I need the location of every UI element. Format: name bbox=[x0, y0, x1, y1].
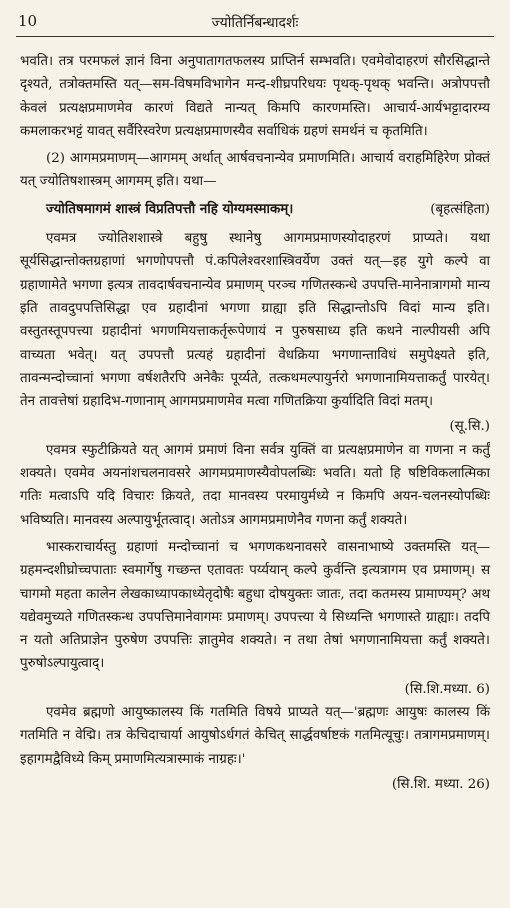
paragraph-bhaskara: भास्कराचार्यस्तु ग्रहाणां मन्दोच्चानां च भगणकथनावसरे वासनाभाष्ये उक्तमस्ति यत्—ग्रहमन्दशीघ्रोच्चपाताः स्वमार्गेषु गच्छन्त एतावतः पर्य्ययान् कल्पे कुर्वन्ति इत्यत्रागम एव प्रमाणम्। स चागमो महता कालेन लेखकाध्यापकाध्येतृदोषैः बहुधा दोषयुक्तः जातः, तदा कतमस्य प्रामाण्यम्? अथ यद्येवमुच्यते गणितस्कन्ध उपपत्तिमानेवागमः प्रमाणम्। उपपत्त्या ये सिध्यन्ति भगणास्ते ग्राह्याः। तदपि न यतो अतिप्राज्ञेन पुरुषेण उपपत्तिः ज्ञातुमेव शक्यते। न तथा तेषां भगणानामियत्ता कर्तुं शक्यते। पुरुषोऽल्पायुत्वाद्। bbox=[20, 539, 490, 672]
running-title: ज्योतिर्निबन्धादर्शः bbox=[211, 15, 299, 31]
verse-source: (बृहत्संहिता) bbox=[430, 201, 490, 217]
verse-text: ज्योतिषमागमं शास्त्रं विप्रतिपत्तौ नहि योग्यमस्माकम्। bbox=[46, 200, 294, 217]
source-siddhanta-shiromani-6: (सि.शि.मध्या. 6) bbox=[404, 681, 490, 697]
paragraph-brahma: एवमेव ब्रह्मणो आयुष्कालस्य किं गतमिति विषये प्राप्यते यत्—'ब्रह्मणः आयुषः कालस्य किं गतमिति न वेद्मि। तत्र केचिदाचार्या आयुषोऽर्धगतं केचित् सार्द्धवर्षाष्टकं गतमित्यूचुः। तत्रागमप्रमाणम्। इहागमद्वैविध्ये किम् प्रमाणमित्यत्रास्माकं नाग्रहः।' bbox=[20, 705, 490, 767]
verse-quote bbox=[20, 198, 490, 221]
source-siddhanta-shiromani-26: (सि.शि. मध्या. 26) bbox=[391, 776, 490, 792]
page-header bbox=[0, 0, 510, 40]
page-number: 10 bbox=[18, 12, 38, 30]
header-rule bbox=[16, 36, 494, 37]
paragraph-1: भवति। तत्र परमफलं ज्ञानं विना अनुपातागतफलस्य प्राप्तिर्न सम्भवति। एवमेवोदाहरणं सौरसिद्धान्ते दृश्यते, तत्रोक्तमस्ति यत्—सम-विषमविभागेन मन्द-शीघ्रपरिधयः पृथक्-पृथक् भवन्ति। अत्रोपपत्तौ केवलं प्रत्यक्षप्रमाणमेव कारणं विद्यते नान्यत् किमपि कारणमस्ति। आचार्य-आर्यभट्टादारम्य कमलाकरभट्टं यावत् सर्वैरिस्वरेण प्रत्यक्षप्रमाणस्यैव सर्वाधिकं ग्रहणं समर्थनं च कृतमिति। bbox=[20, 54, 490, 139]
paragraph-surya: एवमत्र ज्योतिशशास्त्रे बहुषु स्थानेषु आगमप्रमाणस्योदाहरणं प्राप्यते। यथा सूर्यसिद्धान्तोक्तग्रहाणां भगणोपपत्तौ पं.कपिलेश्वरशास्त्रिवर्येण उक्तं यत्—इह युगे कल्पे वा ग्रहाणामेते भगणा इत्यत्र तावदार्षवचनान्येव प्रमाणम् परञ्च गणितस्कन्धे उपपत्ति-मानेनात्रागमो मान्य इति तावदुपपत्तिसिद्धा एव ग्रहादीनां भगणा ग्राह्या इति सिद्धान्तोऽपि विदां मान्य इति। वस्तुतस्तूपपत्त्या ग्रहादीनां भगणमियत्ताकर्तृरूपेणायं न पुरुषसाध्य इति कथने नाल्पीयसी अपि वाच्यता भवेत्। यत् उपपत्तौ प्रत्यहं ग्रहादीनां वेधक्रिया भगणान्ताविधं समुपेक्ष्यते इति, तावन्मन्दोच्चानां भगणा वर्षशतैरपि अनेकैः पूर्य्यते, तत्कथमल्पायुर्नरो भगणानामियत्ताकर्तुं पारयेत्। तेन तावत्तेषां ग्रहादिभ-गणानाम् आगमप्रमाणमेव मत्वा गणितक्रिया कुर्यादिति विदां मतम्। bbox=[20, 231, 490, 410]
source-suryasiddhanta: (सू.सि.) bbox=[449, 419, 490, 435]
page-body bbox=[20, 50, 490, 796]
paragraph-ayanamsha: एवमत्र स्फुटीक्रियते यत् आगमं प्रमाणं विना सर्वत्र युक्तिं वा प्रत्यक्षप्रमाणेन वा गणना न कर्तुं शक्यते। एवमेव अयनांशचलनावसरे आगमप्रमाणस्यैवोपलब्धिः भवति। यतो हि षष्टिविकलात्मिका गतिः मत्वाऽपि यदि विचारः क्रियते, तदा मानवस्य परमायुर्मध्ये न किमपि अयन-चलनस्योपब्धिः भविष्यति। मानवस्य अल्पायुर्भूतत्वाद्। अतोऽत्र आगमप्रमाणेनैव गणना कर्तुं शक्यते। bbox=[20, 442, 490, 528]
paragraph-agama: (2) आगमप्रमाणम्—आगमम् अर्थात् आर्षवचनान्येव प्रमाणमिति। आचार्य वराहमिहिरेण प्रोक्तं यत् ज्योतिषशास्त्रम् आगमम् इति। यथा— bbox=[20, 151, 490, 190]
